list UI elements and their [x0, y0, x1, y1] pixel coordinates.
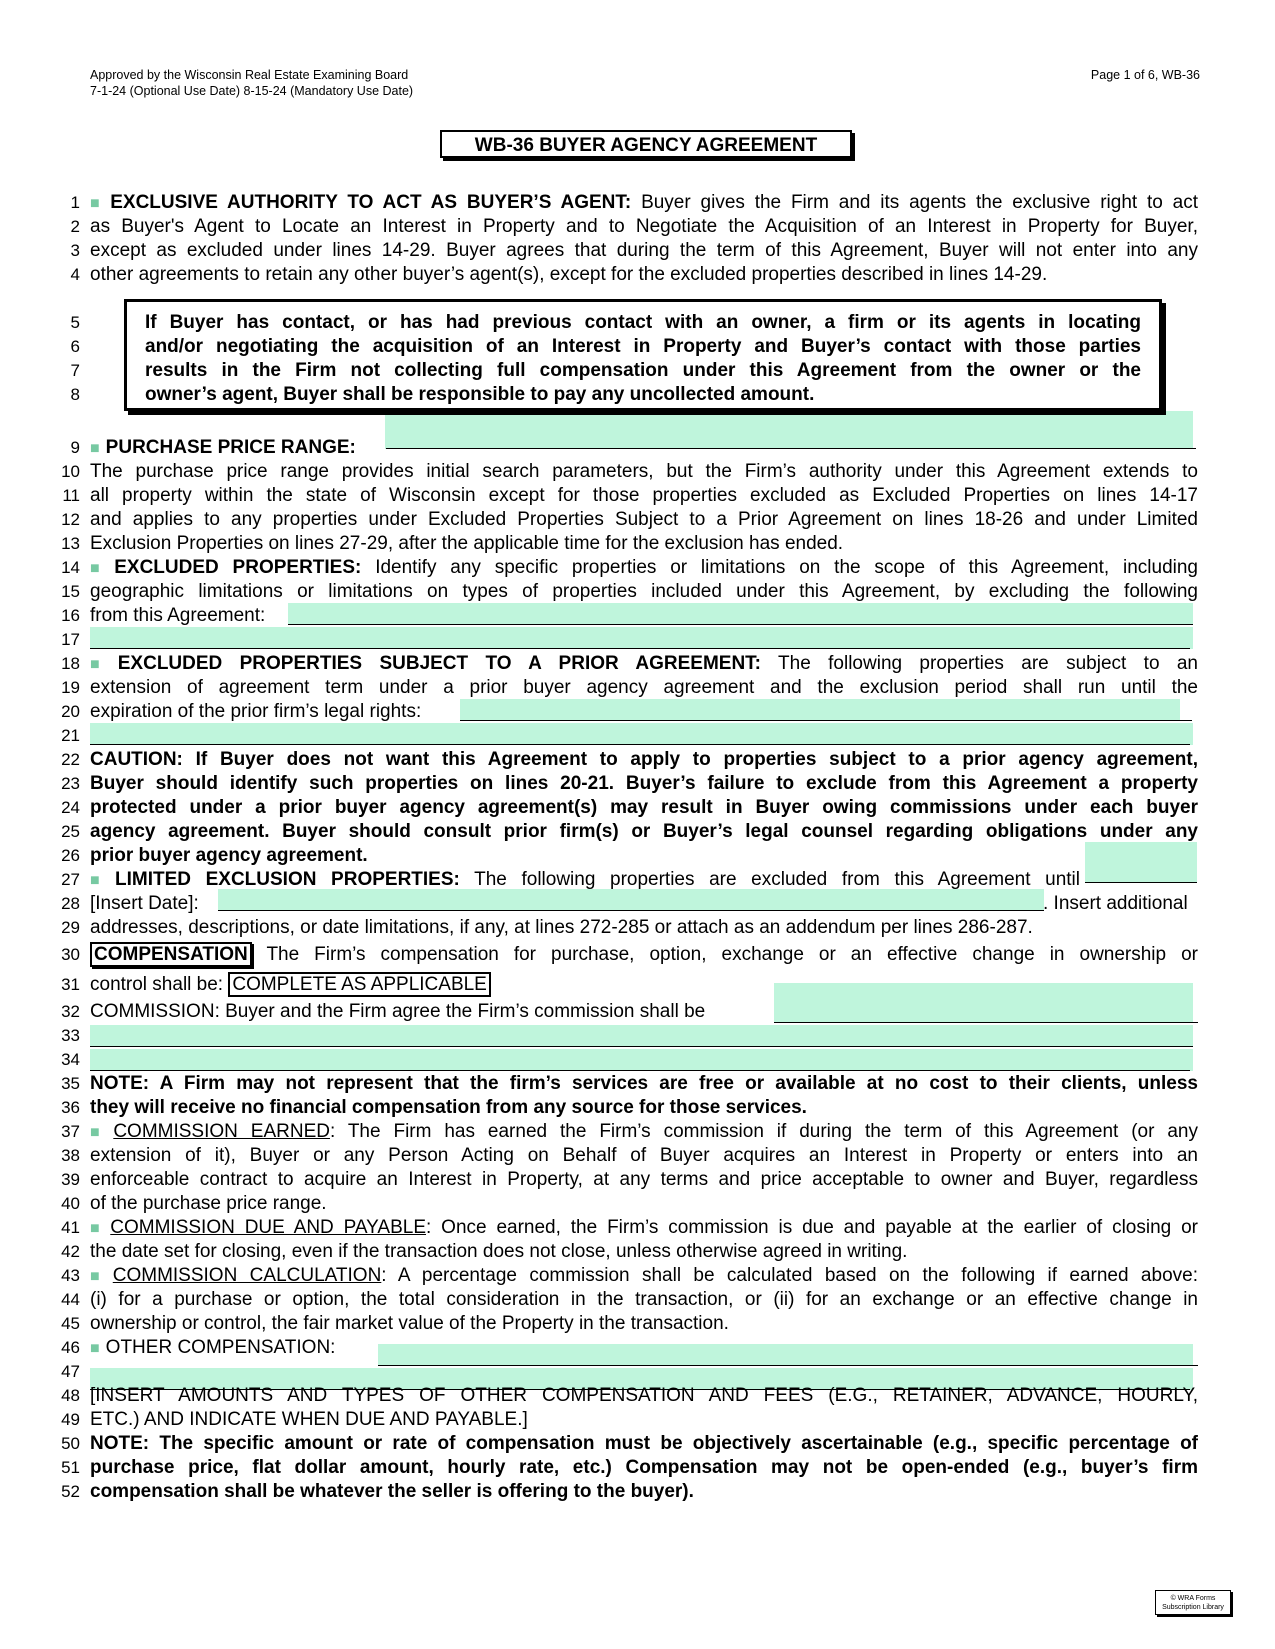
- line-43: ■ COMMISSION CALCULATION: A percentage commission shall be calculated based on the following if earned above:: [90, 1265, 1198, 1286]
- line-number: 6: [70, 337, 80, 356]
- wra-forms-logo: © WRA Forms Subscription Library: [1155, 1590, 1231, 1615]
- prior-agreement-properties-field-1[interactable]: [460, 699, 1180, 721]
- line-number: 48: [61, 1386, 80, 1405]
- line-35: NOTE: A Firm may not represent that the firm’s services are free or available at no cost to their clients, unless: [90, 1073, 1198, 1094]
- line-number: 18: [61, 654, 80, 673]
- line-number: 30: [61, 945, 80, 964]
- line-39: enforceable contract to acquire an Interest in Property, at any terms and price acceptable to owner and Buyer, regardless: [90, 1169, 1198, 1190]
- line-number: 27: [61, 870, 80, 889]
- line-number: 13: [61, 534, 80, 553]
- line-number: 23: [61, 774, 80, 793]
- line-19: extension of agreement term under a prior buyer agency agreement and the exclusion period shall run until the: [90, 677, 1198, 698]
- line-number: 43: [61, 1266, 80, 1285]
- line-number: 22: [61, 750, 80, 769]
- line-25: agency agreement. Buyer should consult prior firm(s) or Buyer’s legal counsel regarding obligations under any: [90, 821, 1198, 842]
- checkbox-bullet-icon[interactable]: ■: [90, 872, 109, 889]
- line-number: 2: [70, 217, 80, 236]
- line-number: 28: [61, 894, 80, 913]
- line-23: Buyer should identify such properties on lines 20-21. Buyer’s failure to exclude from this Agreement a property: [90, 773, 1198, 794]
- prior-agreement-underline-1: [460, 720, 1192, 721]
- form-title: WB-36 BUYER AGENCY AGREEMENT: [440, 130, 852, 158]
- notice-line: owner’s agent, Buyer shall be responsible to pay any uncollected amount.: [145, 384, 815, 405]
- line-number: 1: [70, 193, 80, 212]
- checkbox-bullet-icon[interactable]: ■: [90, 1268, 107, 1285]
- line-26: prior buyer agency agreement.: [90, 845, 368, 866]
- line-24: protected under a prior buyer agency agreement(s) may result in Buyer owing commissions under each buyer: [90, 797, 1198, 818]
- line-number: 21: [61, 726, 80, 745]
- checkbox-bullet-icon[interactable]: ■: [90, 195, 105, 212]
- compensation-heading: COMPENSATION: [90, 942, 252, 967]
- line-38: extension of it), Buyer or any Person Acting on Behalf of Buyer acquires an Interest in Property or enters into an: [90, 1145, 1198, 1166]
- limited-exclusion-underline: [218, 910, 1044, 911]
- line-3: except as excluded under lines 14-29. Buyer agrees that during the term of this Agreement, Buyer will not enter into any: [90, 240, 1198, 261]
- line-number: 33: [61, 1026, 80, 1045]
- line-10: The purchase price range provides initial search parameters, but the Firm’s authority under this Agreement extends to: [90, 461, 1198, 482]
- line-28-label: [Insert Date]:: [90, 893, 199, 914]
- line-number: 42: [61, 1242, 80, 1261]
- line-number: 39: [61, 1170, 80, 1189]
- line-number: 34: [61, 1050, 80, 1069]
- line-number: 12: [61, 510, 80, 529]
- excluded-properties-field-1[interactable]: [288, 603, 1193, 625]
- line-number: 38: [61, 1146, 80, 1165]
- line-number: 51: [61, 1458, 80, 1477]
- other-compensation-underline-1: [378, 1365, 1198, 1366]
- line-number: 3: [70, 241, 80, 260]
- checkbox-bullet-icon[interactable]: ■: [90, 560, 109, 577]
- line-number: 9: [70, 438, 80, 457]
- checkbox-bullet-icon[interactable]: ■: [90, 440, 100, 457]
- line-13: Exclusion Properties on lines 27-29, after the applicable time for the exclusion has ended.: [90, 533, 844, 554]
- line-number: 36: [61, 1098, 80, 1117]
- line-14: ■ EXCLUDED PROPERTIES: Identify any specific properties or limitations on the scope of this Agreement, including: [90, 557, 1198, 578]
- commission-underline-1: [774, 1022, 1198, 1023]
- line-46: ■ OTHER COMPENSATION:: [90, 1337, 336, 1358]
- limited-exclusion-properties-field[interactable]: [218, 889, 1044, 911]
- line-number: 24: [61, 798, 80, 817]
- commission-underline-2: [90, 1046, 1193, 1047]
- line-27: ■ LIMITED EXCLUSION PROPERTIES: The following properties are excluded from this Agreement until: [90, 869, 1080, 890]
- commission-underline-3: [90, 1070, 1190, 1071]
- line-number: 44: [61, 1290, 80, 1309]
- notice-line: If Buyer has contact, or has had previous contact with an owner, a firm or its agents in locating: [145, 312, 1141, 333]
- purchase-price-range-underline: [386, 448, 1196, 449]
- excluded-properties-underline-1: [288, 624, 1193, 625]
- line-44: (i) for a purchase or option, the total consideration in the transaction, or (ii) for an exchange or an effective change in: [90, 1289, 1198, 1310]
- page-indicator: Page 1 of 6, WB-36: [1090, 68, 1200, 82]
- line-number: 52: [61, 1482, 80, 1501]
- commission-field-2[interactable]: [90, 1025, 1193, 1047]
- purchase-price-range-field[interactable]: [385, 411, 1193, 449]
- line-32: COMMISSION: Buyer and the Firm agree the Firm’s commission shall be: [90, 1001, 706, 1022]
- line-22: CAUTION: If Buyer does not want this Agreement to apply to properties subject to a prior agency agreement,: [90, 749, 1198, 770]
- line-number: 46: [61, 1338, 80, 1357]
- line-16: from this Agreement:: [90, 605, 266, 626]
- line-40: of the purchase price range.: [90, 1193, 327, 1214]
- line-number: 15: [61, 582, 80, 601]
- line-4: other agreements to retain any other buyer’s agent(s), except for the excluded properties described in lines 14-29.: [90, 264, 1048, 285]
- limited-exclusion-date-underline: [1085, 882, 1197, 883]
- line-1: ■ EXCLUSIVE AUTHORITY TO ACT AS BUYER’S AGENT: Buyer gives the Firm and its agents the exclusive right to act: [90, 192, 1199, 213]
- line-2: as Buyer's Agent to Locate an Interest in Property and to Negotiate the Acquisition of an Interest in Property for Buyer,: [90, 216, 1198, 237]
- line-number: 31: [61, 975, 80, 994]
- line-41: ■ COMMISSION DUE AND PAYABLE: Once earned, the Firm’s commission is due and payable at the earlier of closing or: [90, 1217, 1198, 1238]
- line-number: 40: [61, 1194, 80, 1213]
- line-number: 25: [61, 822, 80, 841]
- line-number: 11: [62, 486, 80, 505]
- line-number: 41: [61, 1218, 80, 1237]
- line-number: 7: [70, 361, 80, 380]
- complete-as-applicable-label: COMPLETE AS APPLICABLE: [228, 972, 491, 997]
- line-42: the date set for closing, even if the transaction does not close, unless otherwise agreed in writing.: [90, 1241, 908, 1262]
- line-number: 50: [61, 1434, 80, 1453]
- excluded-properties-field-2[interactable]: [90, 627, 1193, 649]
- line-28-suffix: . Insert additional: [1043, 893, 1188, 914]
- line-30: COMPENSATION The Firm’s compensation for purchase, option, exchange or an effective change in ownership or: [90, 943, 1198, 967]
- line-50: NOTE: The specific amount or rate of compensation must be objectively ascertainable (e.g., specific percentage of: [90, 1433, 1198, 1454]
- commission-label: COMMISSION: [90, 1001, 215, 1022]
- line-36: they will receive no financial compensation from any source for those services.: [90, 1097, 807, 1118]
- line-45: ownership or control, the fair market value of the Property in the transaction.: [90, 1313, 729, 1334]
- checkbox-bullet-icon[interactable]: ■: [90, 656, 112, 673]
- line-12: and applies to any properties under Excluded Properties Subject to a Prior Agreement on lines 18-26 and under Limited: [90, 509, 1198, 530]
- line-15: geographic limitations or limitations on types of properties included under this Agreement, by excluding the following: [90, 581, 1198, 602]
- checkbox-bullet-icon[interactable]: ■: [90, 1340, 100, 1357]
- line-31: control shall be: COMPLETE AS APPLICABLE: [90, 973, 1198, 997]
- line-29: addresses, descriptions, or date limitations, if any, at lines 272-285 or attach as an addendum per lines 286-287.: [90, 917, 1033, 938]
- approval-text: Approved by the Wisconsin Real Estate Examining Board: [90, 68, 409, 82]
- use-dates: 7-1-24 (Optional Use Date) 8-15-24 (Mandatory Use Date): [90, 84, 414, 98]
- line-number: 5: [70, 313, 80, 332]
- line-20: expiration of the prior firm’s legal rights:: [90, 701, 422, 722]
- line-number: 10: [61, 462, 80, 481]
- line-number: 8: [70, 385, 80, 404]
- line-number: 17: [61, 630, 80, 649]
- line-number: 20: [61, 702, 80, 721]
- line-48: [INSERT AMOUNTS AND TYPES OF OTHER COMPENSATION AND FEES (E.G., RETAINER, ADVANCE, HOURLY,: [90, 1385, 1198, 1406]
- line-number: 32: [61, 1002, 80, 1021]
- buyer-contact-notice-box: [124, 299, 1162, 411]
- checkbox-bullet-icon[interactable]: ■: [90, 1220, 105, 1237]
- other-compensation-field-1[interactable]: [378, 1344, 1193, 1366]
- line-51: purchase price, flat dollar amount, hourly rate, etc.) Compensation may not be open-ended (e.g., buyer’s firm: [90, 1457, 1198, 1478]
- prior-agreement-underline-2: [90, 744, 1190, 745]
- notice-line: results in the Firm not collecting full compensation under this Agreement from the owner or the: [145, 360, 1141, 381]
- line-18: ■ EXCLUDED PROPERTIES SUBJECT TO A PRIOR AGREEMENT: The following properties are subject to an: [90, 653, 1199, 674]
- line-number: 14: [61, 558, 80, 577]
- commission-field-3[interactable]: [90, 1049, 1193, 1071]
- form-approval-header: [90, 67, 413, 99]
- checkbox-bullet-icon[interactable]: ■: [90, 1124, 108, 1141]
- line-number: 4: [70, 265, 80, 284]
- line-number: 16: [61, 606, 80, 625]
- line-number: 47: [61, 1362, 80, 1381]
- line-number: 49: [61, 1410, 80, 1429]
- line-11: all property within the state of Wisconsin except for those properties excluded as Excluded Properties on lines 14-17: [90, 485, 1198, 506]
- notice-line: and/or negotiating the acquisition of an Interest in Property and Buyer’s contact with those parties: [145, 336, 1141, 357]
- line-number: 26: [61, 846, 80, 865]
- line-37: ■ COMMISSION EARNED: The Firm has earned the Firm’s commission if during the term of this Agreement (or any: [90, 1121, 1198, 1142]
- line-number: 29: [61, 918, 80, 937]
- excluded-properties-underline-2: [90, 648, 1190, 649]
- line-number: 19: [61, 678, 80, 697]
- prior-agreement-properties-field-2[interactable]: [90, 723, 1193, 745]
- line-number: 45: [61, 1314, 80, 1333]
- line-number: 35: [61, 1074, 80, 1093]
- line-9: ■ PURCHASE PRICE RANGE:: [90, 437, 356, 458]
- line-number: 37: [61, 1122, 80, 1141]
- line-52: compensation shall be whatever the seller is offering to the buyer).: [90, 1481, 694, 1502]
- line-49: ETC.) AND INDICATE WHEN DUE AND PAYABLE.]: [90, 1409, 528, 1430]
